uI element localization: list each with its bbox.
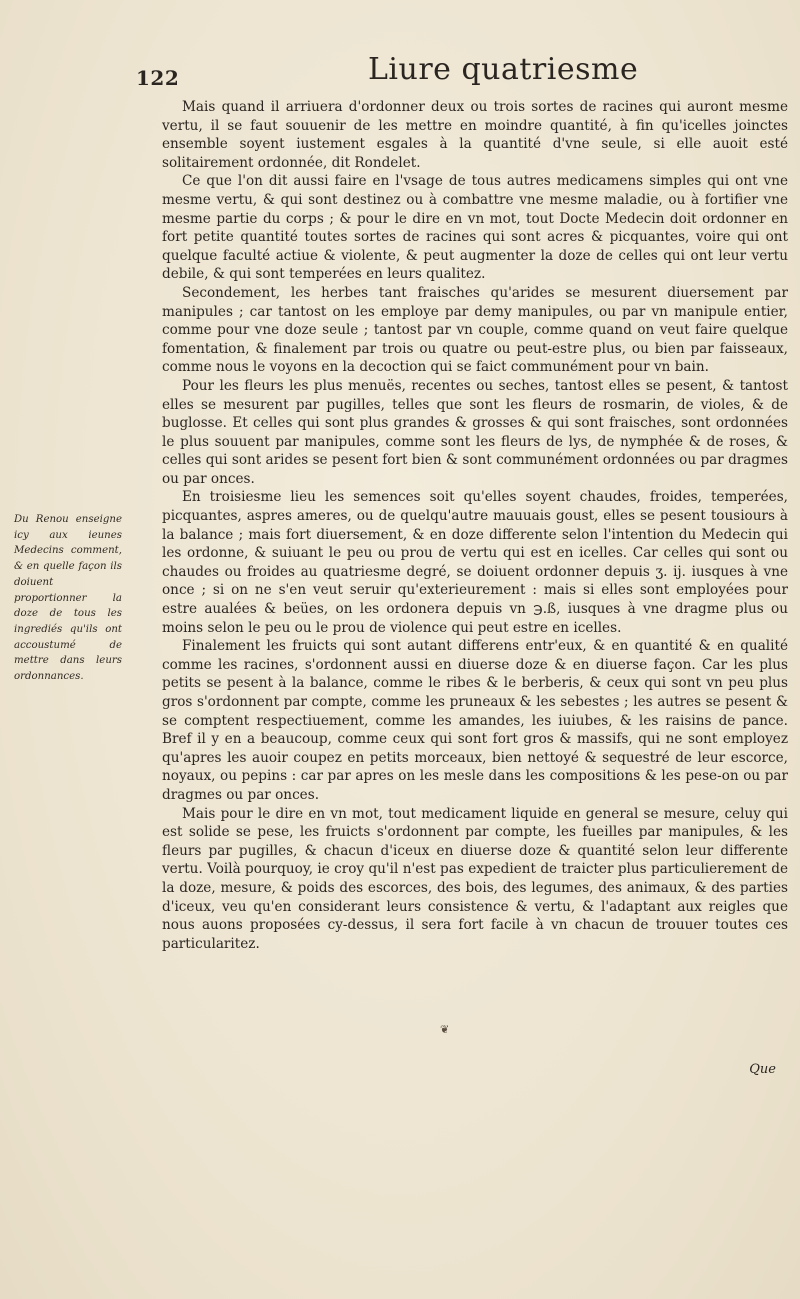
margin-note: Du Renou enseigne icy aux ieunes Medecins comment, & en quelle façon ils doiuent proportionner la doze de tous les ingrediés qu'ils ont accoustumé de mettre dans leurs ordonnances. bbox=[14, 514, 122, 683]
paragraph: Mais pour le dire en vn mot, tout medicament liquide en general se mesure, celuy qui est solide se pese, les fruicts s'ordonnent par compte, les fueilles par manipules, & les fleurs par pugilles, & chacun d'iceux en diuerse doze & quantité selon leur differente vertu. Voilà pourquoy, ie croy qu'il n'est pas expedient de traicter plus particulierement de la doze, mesure, & poids des escorces, des bois, des legumes, des animaux, & des parties d'iceux, veu qu'en considerant leurs consistence & vertu, & l'adaptant aux reigles que nous auons proposées cy-dessus, il sera fort facile à vn chacun de trouuer toutes ces particularitez. bbox=[162, 805, 788, 952]
running-title: Liure quatriesme bbox=[368, 52, 639, 87]
catchword: Que bbox=[749, 1062, 776, 1077]
paragraph: Ce que l'on dit aussi faire en l'vsage de tous autres medicamens simples qui ont vne mesme vertu, & qui sont destinez ou à combattre vne mesme maladie, ou à fortifier vne mesme partie du corps ; & pour le dire en vn mot, tout Docte Medecin doit ordonner en fort petite quantité toutes sortes de racines qui sont acres & picquantes, voire qui ont quelque faculté actiue & violente, & peut augmenter la doze de celles qui ont leur vertu debile, & qui sont temperées en leurs qualitez. bbox=[162, 173, 788, 283]
paragraph: Finalement les fruicts qui sont autant differens entr'eux, & en quantité & en qualité comme les racines, s'ordonnent aussi en diuerse doze & en diuerse façon. Car les plus petits se pesent à la balance, comme le ribes & le berberis, & ceux qui sont vn peu plus gros s'ordonnent par compte, comme les pruneaux & les sebestes ; les autres se pesent & se comptent respectiuement, comme les amandes, les iuiubes, & les raisins de pance. Bref il y en a beaucoup, comme ceux qui sont fort gros & massifs, qui ne sont employez qu'apres les auoir coupez en petits morceaux, bien nettoyé & sequestré de leur escorce, noyaux, ou pepins : car par apres on les mesle dans les compositions & les pese-on ou par dragmes ou par onces. bbox=[162, 638, 788, 803]
main-text bbox=[162, 98, 788, 953]
fleuron-ornament: ❦ bbox=[440, 1023, 450, 1036]
page-header bbox=[136, 52, 776, 92]
paragraph: Mais quand il arriuera d'ordonner deux ou trois sortes de racines qui auront mesme vertu, il se faut souuenir de les mettre en moindre quantité, à fin qu'icelles joinctes ensemble soyent iustement esgales à la quantité d'vne seule, si elle auoit esté solitairement ordonnée, dit Rondelet. bbox=[162, 99, 788, 171]
paragraph: En troisiesme lieu les semences soit qu'elles soyent chaudes, froides, temperées, picquantes, aspres ameres, ou de quelqu'autre mauuais goust, elles se pesent tousiours à la balance ; mais fort diuersement, & en doze differente selon l'intention du Medecin qui les ordonne, & suiuant le peu ou prou de vertu qui est en icelles. Car celles qui sont ou chaudes ou froides au quatriesme degré, se doiuent ordonner depuis ʒ. ij. iusques à vne once ; si on ne s'en veut seruir qu'exterieurement : mais si elles sont employées pour estre aualées & beües, on les ordonera depuis vn ℈.ß, iusques à vne dragme plus ou moins selon le peu ou le prou de violence qui peut estre en icelles. bbox=[162, 489, 788, 636]
paragraph: Pour les fleurs les plus menuës, recentes ou seches, tantost elles se pesent, & tantost elles se mesurent par pugilles, telles que sont les fleurs de rosmarin, de violes, & de buglosse. Et celles qui sont plus grandes & grosses & qui sont fraisches, sont ordonnées le plus souuent par manipules, comme sont les fleurs de lys, de nymphée & de roses, & celles qui sont arides se pesent fort bien & sont communément ordonnées ou par dragmes ou par onces. bbox=[162, 377, 788, 487]
page-number: 122 bbox=[136, 66, 180, 90]
paragraph: Secondement, les herbes tant fraisches qu'arides se mesurent diuersement par manipules ; car tantost on les employe par demy manipules, ou par vn manipule entier, comme pour vne doze seule ; tantost par vn couple, comme quand on veut faire quelque fomentation, & finalement par trois ou quatre ou peut-estre plus, ou bien par faisseaux, comme nous le voyons en la decoction qui se faict communément pour vn bain. bbox=[162, 284, 788, 376]
